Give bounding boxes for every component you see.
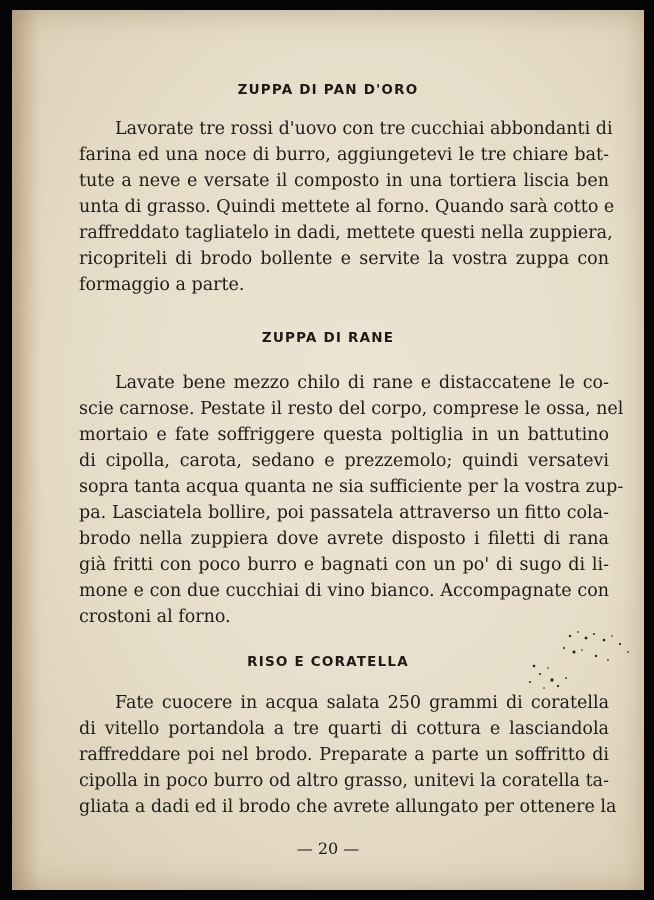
recipe-text-zuppa-di-pan-doro <box>79 116 615 298</box>
text-line: pa. Lasciatela bollire, poi passatela attraverso un fitto cola- <box>79 503 609 523</box>
text-line: crostoni al forno. <box>79 607 231 627</box>
recipe-title-riso-e-coratella: RISO E CORATELLA <box>247 654 409 670</box>
text-line: gliata a dadi ed il brodo che avrete allungato per ottenere la <box>79 797 617 817</box>
text-line: sopra tanta acqua quanta ne sia sufficiente per la vostra zup- <box>79 477 624 497</box>
text-line: mortaio e fate soffriggere questa poltiglia in un battutino <box>79 425 609 445</box>
text-line: Lavate bene mezzo chilo di rane e distaccatene le co- <box>115 373 609 393</box>
text-line: scie carnose. Pestate il resto del corpo, comprese le ossa, nel <box>79 399 624 419</box>
book-page <box>12 10 644 890</box>
text-line: raffreddato tagliatelo in dadi, mettete questi nella zuppiera, <box>79 223 613 243</box>
recipe-text-zuppa-di-rane <box>79 370 624 630</box>
text-line: Fate cuocere in acqua salata 250 grammi di coratella <box>115 693 609 713</box>
recipe-text-riso-e-coratella <box>79 690 617 820</box>
recipe-title-zuppa-di-pan-doro: ZUPPA DI PAN D'ORO <box>237 82 419 98</box>
text-line: formaggio a parte. <box>79 275 245 295</box>
text-line: cipolla in poco burro od altro grasso, unitevi la coratella ta- <box>79 771 609 791</box>
text-line: ricopriteli di brodo bollente e servite la vostra zuppa con <box>79 249 609 269</box>
text-line: tute a neve e versate il composto in una tortiera liscia ben <box>79 171 609 191</box>
text-line: mone e con due cucchiai di vino bianco. Accompagnate con <box>79 581 609 601</box>
text-line: raffreddare poi nel brodo. Preparate a parte un soffritto di <box>79 745 609 765</box>
text-line: farina ed una noce di burro, aggiungetevi le tre chiare bat- <box>79 145 609 165</box>
recipe-title-zuppa-di-rane: ZUPPA DI RANE <box>261 330 395 346</box>
text-line: brodo nella zuppiera dove avrete disposto i filetti di rana <box>79 529 609 549</box>
text-line: unta di grasso. Quindi mettete al forno. Quando sarà cotto e <box>79 197 615 217</box>
text-line: di vitello portandola a tre quarti di cottura e lasciandola <box>79 719 609 739</box>
text-line: Lavorate tre rossi d'uovo con tre cucchiai abbondanti di <box>115 119 613 139</box>
text-line: già fritti con poco burro e bagnati con un po' di sugo di li- <box>79 555 609 575</box>
page-number: — 20 — <box>296 839 360 858</box>
ink-specks <box>500 622 640 702</box>
text-line: di cipolla, carota, sedano e prezzemolo; quindi versatevi <box>79 451 609 471</box>
